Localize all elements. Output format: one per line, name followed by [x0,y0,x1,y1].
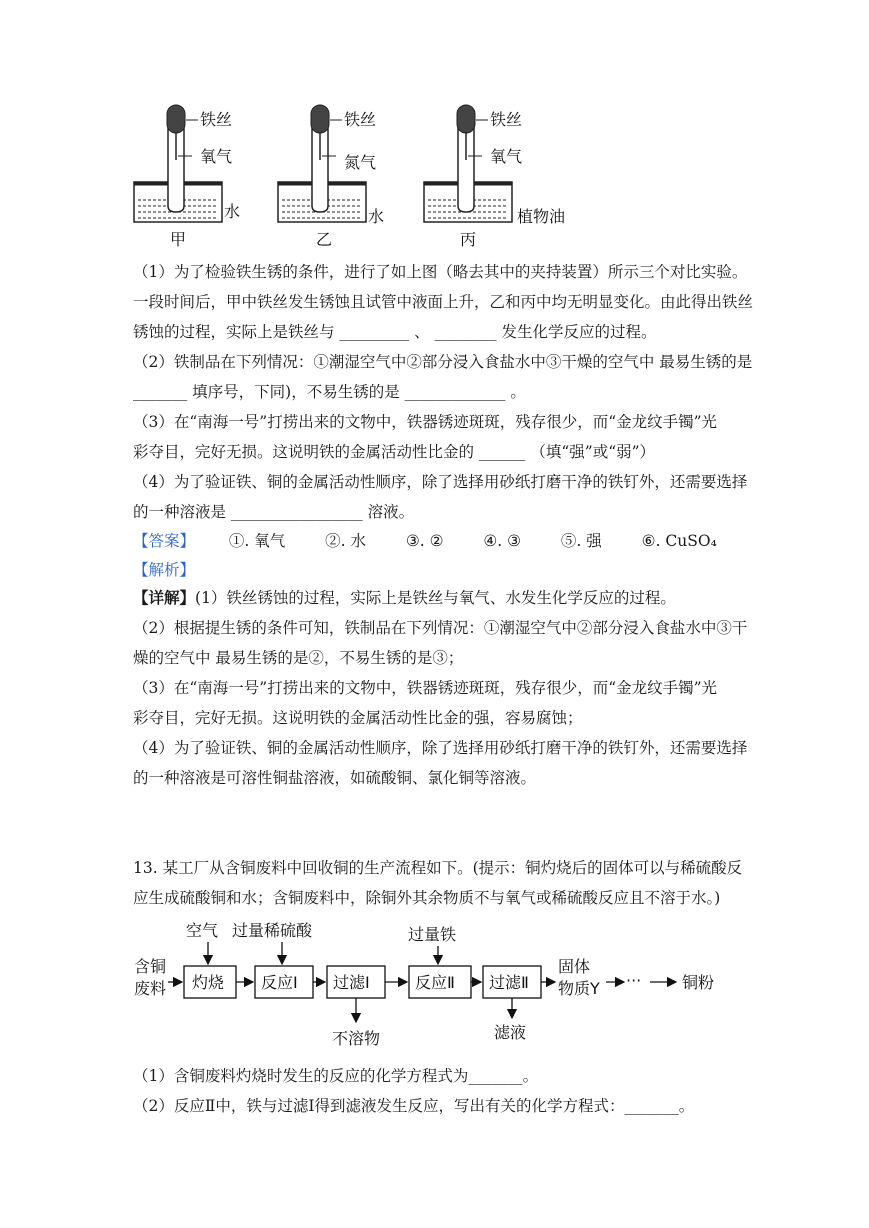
copper-recovery-flowchart [120,910,740,1050]
q12-part1-line2: 一段时间后，甲中铁丝发生锈蚀且试管中液面上升，乙和丙中均无明显变化。由此得出铁丝 [133,293,754,311]
tube-jia-gas-label: 氧气 [200,147,233,166]
tube-yi-wire-label: 铁丝 [344,110,377,129]
q12-part3-line1: （3）在“南海一号”打捞出来的文物中，铁器锈迹斑斑，残存很少，而“金龙纹手镯”光 [133,413,718,431]
detail-label: 【详解】 [133,588,196,607]
answer-row [133,531,717,551]
q12-part2-line1: （2）铁制品在下列情况：①潮湿空气中②部分浸入食盐水中③干燥的空气中 最易生锈的是 [133,353,753,371]
flow-input-iron: 过量铁 [408,925,457,944]
q12-part4-line2: 的一种溶液是 _________________ 溶液。 [133,503,415,521]
q13-sub1: （1）含铜废料灼烧时发生的反应的化学方程式为_______。 [133,1067,539,1085]
tube-bing-liquid-label: 植物油 [517,207,566,226]
flow-output-filtrate: 滤液 [494,1023,527,1042]
analysis-line2: （2）根据提生锈的条件可知，铁制品在下列情况：①潮湿空气中②部分浸入食盐水中③干 [133,619,748,637]
rust-experiment-figure [120,100,566,250]
q12-part2-line2: _______ 填序号，下同)，不易生锈的是 _____________ 。 [133,383,526,401]
answer-label: 【答案】 [133,532,196,550]
q13-line2: 应生成硫酸铜和水；含铜废料中，除铜外其余物质不与氧气或稀硫酸反应且不溶于水。) [133,889,721,907]
answer-item: ⑥. CuSO₄ [641,532,717,550]
q13-line1: 13. 某工厂从含铜废料中回收铜的生产流程如下。(提示：铜灼烧后的固体可以与稀硫酸反 [133,859,743,877]
tube-bing-name: 丙 [460,230,477,249]
tube-yi-liquid-label: 水 [368,207,385,226]
flow-box-filter2-label: 过滤Ⅱ [489,973,529,992]
flow-start-label-2: 废料 [134,979,167,998]
analysis-line1-text: (1）铁丝锈蚀的过程，实际上是铁丝与氧气、水发生化学反应的过程。 [195,589,676,607]
tube-jia-name: 甲 [170,230,187,249]
answer-item: ⑤. 强 [560,532,602,550]
q12-part3-line2: 彩夺目，完好无损。这说明铁的金属活动性比金的 ______ （填“强”或“弱”） [133,443,656,461]
analysis-line5: 彩夺目，完好无损。这说明铁的金属活动性比金的强，容易腐蚀； [133,709,583,727]
flow-solid-label-1: 固体 [558,957,591,976]
answer-item: ②. 水 [325,532,366,550]
q12-part1-line1: （1）为了检验铁生锈的条件，进行了如上图（略去其中的夹持装置）所示三个对比实验。 [133,263,748,281]
q12-part1-line3: 锈蚀的过程，实际上是铁丝与 _________ 、 ________ 发生化学反应的过程。 [133,323,657,341]
analysis-line1 [133,588,676,608]
flow-input-air: 空气 [186,921,219,940]
tube-yi-gas-label: 氮气 [344,153,377,172]
answer-item: ①. 氧气 [228,532,286,550]
analysis-line7: 的一种溶液是可溶性铜盐溶液，如硫酸铜、氯化铜等溶液。 [133,769,537,787]
flow-input-acid: 过量稀硫酸 [232,921,313,940]
flow-ellipsis: ··· [626,971,642,990]
q12-part4-line1: （4）为了验证铁、铜的金属活动性顺序，除了选择用砂纸打磨干净的铁钉外，还需要选择 [133,473,748,491]
tube-bing-wire-label: 铁丝 [490,110,523,129]
flow-solid-label-2: 物质Y [558,979,600,998]
analysis-line3: 燥的空气中 最易生锈的是②，不易生锈的是③； [133,649,464,667]
flow-box-filter1-label: 过滤Ⅰ [333,973,370,992]
tube-jia-wire-label: 铁丝 [200,110,233,129]
analysis-line4: （3）在“南海一号”打捞出来的文物中，铁器锈迹斑斑，残存很少，而“金龙纹手镯”光 [133,679,718,697]
analysis-label: 【解析】 [133,561,196,579]
answer-item: ④. ③ [483,532,522,550]
tube-yi-name: 乙 [316,230,333,249]
flow-box-reaction2-label: 反应Ⅱ [415,973,455,992]
analysis-line6: （4）为了验证铁、铜的金属活动性顺序，除了选择用砂纸打磨干净的铁钉外，还需要选择 [133,739,748,757]
flow-start-label-1: 含铜 [134,957,167,976]
tube-bing-gas-label: 氧气 [490,147,523,166]
flow-end-label: 铜粉 [682,973,715,992]
flow-box-burn-label: 灼烧 [192,973,225,992]
answer-item: ③. ② [405,532,444,550]
q13-sub2: （2）反应Ⅱ中，铁与过滤Ⅰ得到滤液发生反应，写出有关的化学方程式：_______。 [133,1097,695,1115]
flow-output-insoluble: 不溶物 [332,1029,381,1048]
tube-jia-liquid-label: 水 [224,202,241,221]
flow-box-reaction1-label: 反应Ⅰ [261,973,298,992]
